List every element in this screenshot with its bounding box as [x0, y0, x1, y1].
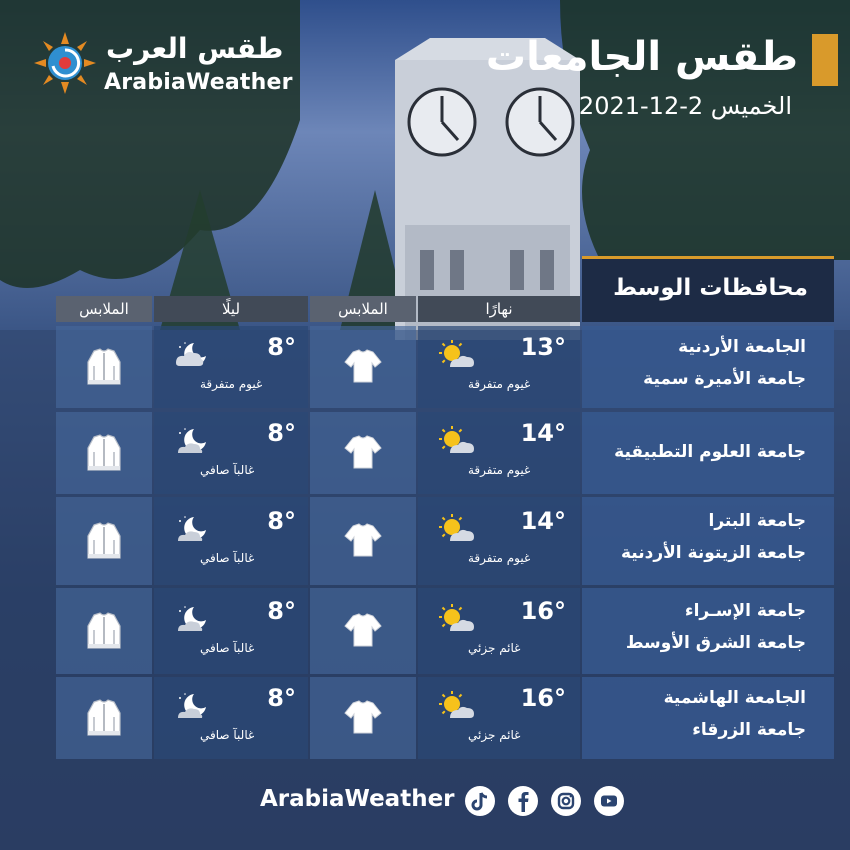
university-cell [582, 326, 834, 408]
night-condition: غالبآ صافي [200, 463, 255, 477]
column-header-night: ليلًا [154, 296, 308, 322]
night-cell [154, 677, 308, 759]
night-clothes-cell [56, 497, 152, 585]
column-header-night-clothes: الملابس [56, 296, 152, 322]
partly-cloudy-sun-icon [438, 339, 476, 371]
column-header-day: نهارًا [418, 296, 580, 322]
brand-arabic-name: طقس العرب [106, 32, 284, 65]
day-temperature: 14° [520, 507, 566, 535]
university-name: الجامعة الهاشمية [663, 688, 806, 708]
day-cell [418, 497, 580, 585]
university-cell [582, 412, 834, 494]
sun-cloud-icon [438, 690, 476, 722]
night-clothes-cell [56, 588, 152, 674]
university-cell [582, 588, 834, 674]
day-clothes-cell [310, 588, 416, 674]
day-temperature: 14° [520, 419, 566, 447]
day-cell [418, 326, 580, 408]
night-temperature: 8° [267, 507, 296, 535]
t-shirt-icon [339, 348, 387, 386]
day-clothes-cell [310, 326, 416, 408]
night-cell [154, 326, 308, 408]
day-clothes-cell [310, 497, 416, 585]
day-clothes-cell [310, 412, 416, 494]
night-clothes-cell [56, 677, 152, 759]
day-condition: غائم جزئي [468, 641, 521, 655]
t-shirt-icon [339, 522, 387, 560]
table-row [16, 677, 834, 759]
sun-cloud-icon [438, 603, 476, 635]
night-cell [154, 412, 308, 494]
university-name: جامعة الزرقاء [692, 720, 806, 740]
tiktok-icon[interactable] [465, 786, 495, 816]
facebook-icon[interactable] [508, 786, 538, 816]
table-row [16, 326, 834, 408]
jacket-icon [80, 434, 128, 472]
night-temperature: 8° [267, 333, 296, 361]
instagram-icon[interactable] [551, 786, 581, 816]
day-temperature: 16° [520, 597, 566, 625]
night-condition: غيوم متفرقة [200, 377, 263, 391]
cloudy-moon-icon [174, 339, 208, 369]
university-name: جامعة العلوم التطبيقية [614, 442, 806, 462]
university-cell [582, 677, 834, 759]
day-cell [418, 588, 580, 674]
partly-cloudy-sun-icon [438, 513, 476, 545]
footer-brand: ArabiaWeather [260, 786, 455, 812]
day-condition: غيوم متفرقة [468, 377, 531, 391]
mostly-clear-moon-icon [174, 603, 208, 633]
university-name: جامعة البترا [708, 511, 806, 531]
day-cell [418, 677, 580, 759]
night-condition: غالبآ صافي [200, 551, 255, 565]
night-condition: غالبآ صافي [200, 641, 255, 655]
column-header-day-clothes: الملابس [310, 296, 416, 322]
t-shirt-icon [339, 434, 387, 472]
arabiaweather-logo-icon [34, 32, 96, 94]
partly-cloudy-sun-icon [438, 425, 476, 457]
night-temperature: 8° [267, 597, 296, 625]
region-label: محافظات الوسط [613, 275, 808, 301]
jacket-icon [80, 348, 128, 386]
mostly-clear-moon-icon [174, 513, 208, 543]
table-row [16, 497, 834, 585]
youtube-icon[interactable] [594, 786, 624, 816]
night-temperature: 8° [267, 419, 296, 447]
brand-english-name: ArabiaWeather [104, 70, 293, 95]
day-condition: غيوم متفرقة [468, 463, 531, 477]
page-title: طقس الجامعات [485, 34, 798, 80]
region-header [582, 256, 834, 322]
day-condition: غائم جزئي [468, 728, 521, 742]
brand-logo-block [34, 30, 293, 100]
jacket-icon [80, 612, 128, 650]
jacket-icon [80, 522, 128, 560]
university-name: الجامعة الأردنية [678, 337, 806, 357]
mostly-clear-moon-icon [174, 690, 208, 720]
t-shirt-icon [339, 699, 387, 737]
night-clothes-cell [56, 326, 152, 408]
jacket-icon [80, 699, 128, 737]
night-cell [154, 588, 308, 674]
day-cell [418, 412, 580, 494]
university-name: جامعة الزيتونة الأردنية [621, 543, 806, 563]
day-clothes-cell [310, 677, 416, 759]
date-label: الخميس 2-12-2021 [578, 92, 792, 120]
night-clothes-cell [56, 412, 152, 494]
table-row [16, 412, 834, 494]
night-temperature: 8° [267, 684, 296, 712]
university-cell [582, 497, 834, 585]
night-cell [154, 497, 308, 585]
mostly-clear-moon-icon [174, 425, 208, 455]
day-temperature: 16° [520, 684, 566, 712]
day-condition: غيوم متفرقة [468, 551, 531, 565]
university-name: جامعة الإسـراء [684, 601, 806, 621]
university-name: جامعة الأميرة سمية [643, 369, 806, 389]
t-shirt-icon [339, 612, 387, 650]
day-temperature: 13° [520, 333, 566, 361]
title-accent-bar [812, 34, 838, 86]
night-condition: غالبآ صافي [200, 728, 255, 742]
table-row [16, 588, 834, 674]
university-name: جامعة الشرق الأوسط [625, 633, 806, 653]
